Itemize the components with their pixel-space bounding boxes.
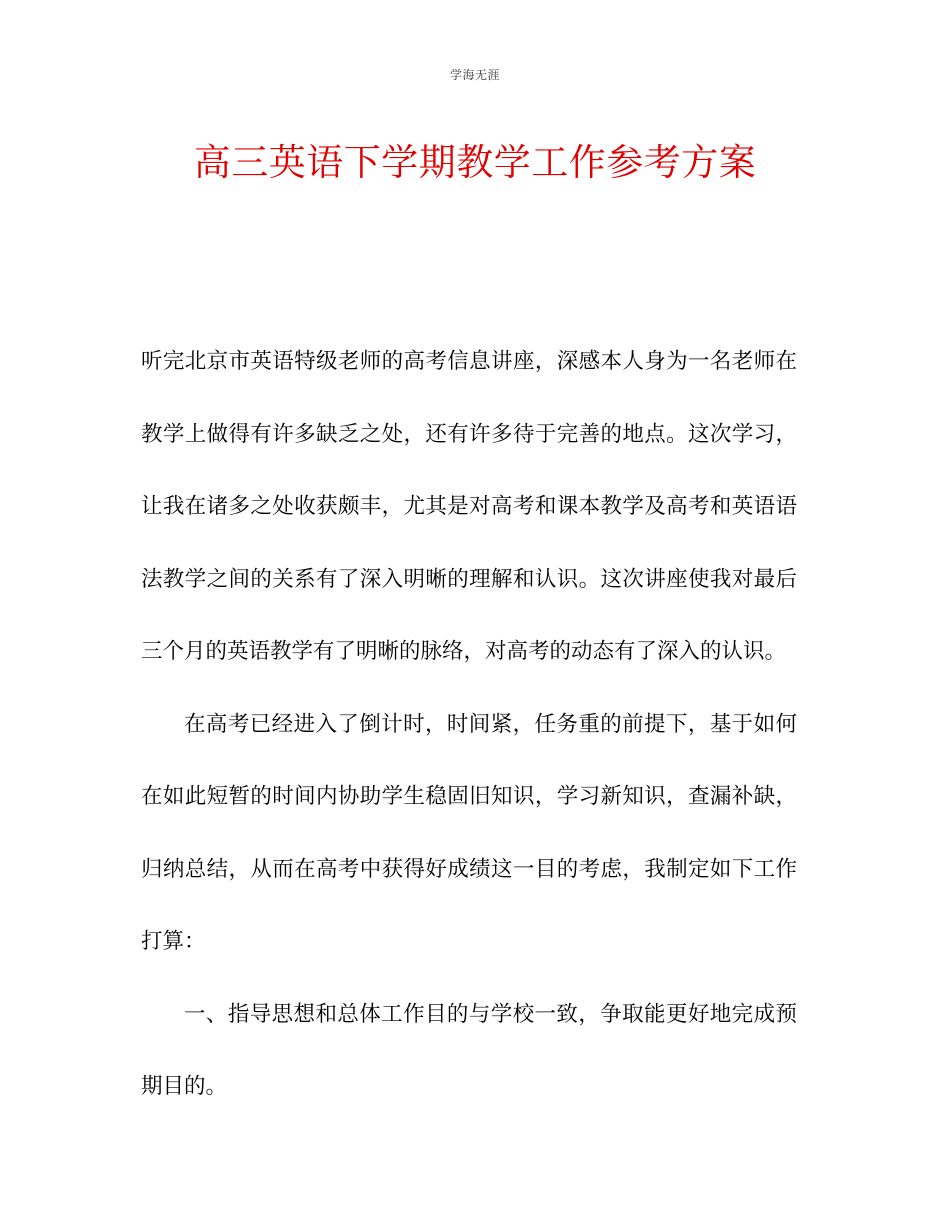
document-body [141,326,797,1124]
paragraph-background: 在高考已经进入了倒计时，时间紧，任务重的前提下，基于如何在如此短暂的时间内协助学生稳固旧知识，学习新知识，查漏补缺，归纳总结，从而在高考中获得好成绩这一目的考虑，我制定如下工作打算： [141,711,797,954]
paragraph-section-one: 一、指导思想和总体工作目的与学校一致，争取能更好地完成预期目的。 [141,1001,797,1099]
page-header-note: 学海无涯 [449,68,500,82]
paragraph-intro: 听完北京市英语特级老师的高考信息讲座，深感本人身为一名老师在教学上做得有许多缺乏之处，还有许多待于完善的地点。这次学习，让我在诸多之处收获颇丰，尤其是对高考和课本教学及高考和英语语法教学之间的关系有了深入明晰的理解和认识。这次讲座使我对最后三个月的英语教学有了明晰的脉络，对高考的动态有了深入的认识。 [141,349,797,664]
document-title: 高三英语下学期教学工作参考方案 [193,141,757,184]
